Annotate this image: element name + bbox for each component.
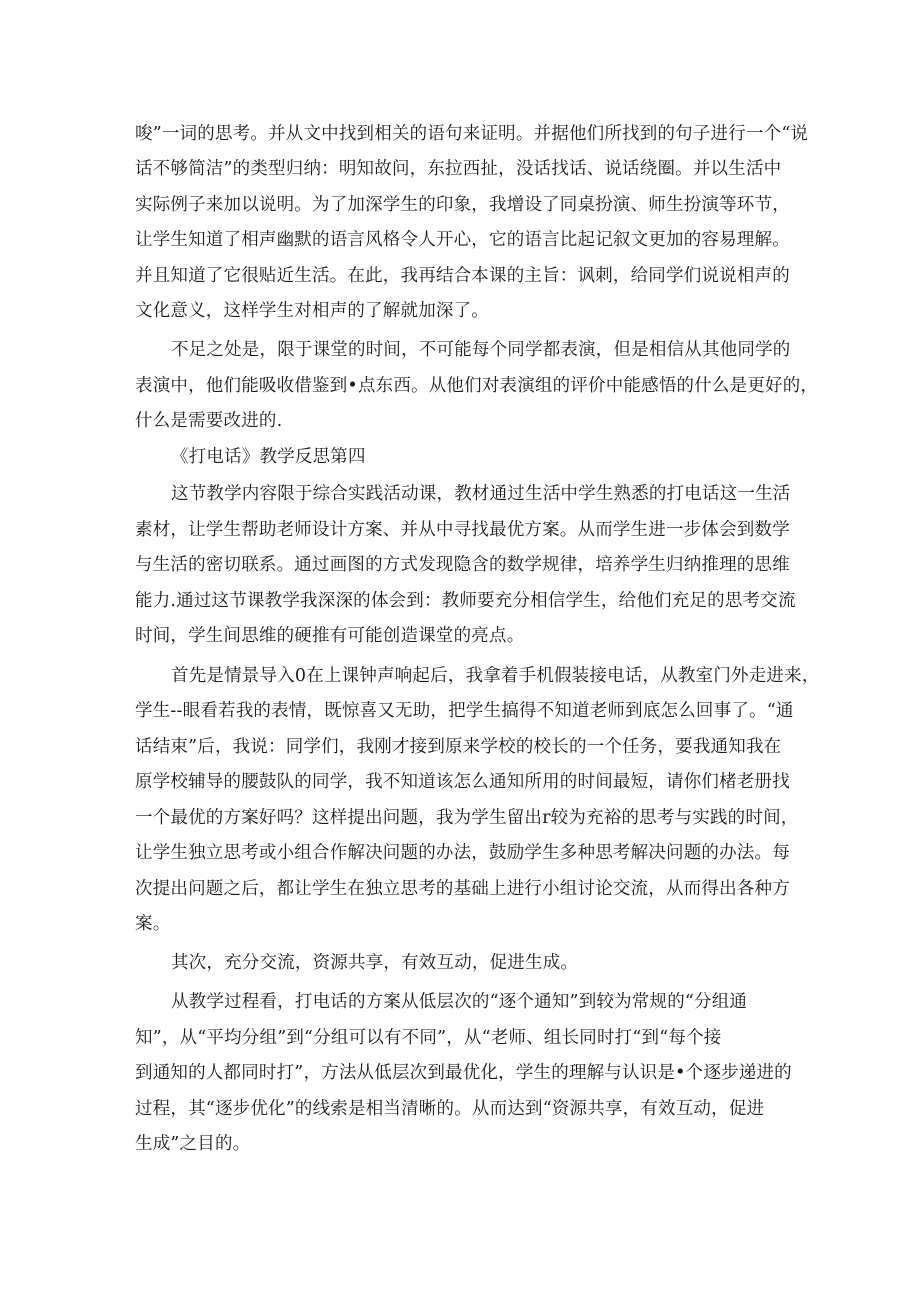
paragraph-line: 这节教学内容限于综合实践活动课，教材通过生活中学生熟悉的打电话这一生活 bbox=[171, 484, 791, 504]
paragraph-line: 一个最优的方案好吗？这样提出问题，我为学生留出r较为充裕的思考与实践的时间， bbox=[135, 808, 799, 828]
paragraph-line: 文化意义，这样学生对相声的了解就加深了。 bbox=[135, 301, 489, 321]
paragraph-line: 从教学过程看，打电话的方案从低层次的“逐个通知”到较为常规的“分组通 bbox=[171, 992, 748, 1012]
paragraph-line: 过程，其“逐步优化”的线索是相当清晰的。从而达到“资源共享，有效互动，促进 bbox=[135, 1099, 765, 1119]
paragraph-line: 原学校辅导的腰鼓队的同学，我不知道该怎么通知所用的时间最短，请你们楮老册找 bbox=[135, 772, 790, 792]
paragraph-line: 让学生独立思考或小组合作解决问题的办法，鼓励学生多种思考解决问题的办法。每 bbox=[135, 843, 790, 863]
paragraph-line: 唆”一词的思考。并从文中找到相关的语句来证明。并据他们所找到的句子进行一个“说 bbox=[135, 124, 809, 144]
paragraph-line: 时间，学生间思维的硬推有可能创造课堂的亮点。 bbox=[135, 626, 525, 646]
paragraph-line: 素材，让学生帮助老师设计方案、并从中寻找最优方案。从而学生进一步体会到数学 bbox=[135, 520, 790, 540]
paragraph-line: 其次，充分交流，资源共享，有效互动，促进生成。 bbox=[171, 953, 579, 973]
paragraph-line: 能力.通过这节课教学我深深的体会到：教师要充分相信学生，给他们充足的思考交流 bbox=[135, 591, 796, 611]
paragraph-line: 次提出问题之后，都让学生在独立思考的基础上进行小组讨论交流，从而得出各种方 bbox=[135, 879, 790, 899]
paragraph-line: 让学生知道了相声幽默的语言风格令人开心，它的语言比起记叙文更加的容易理解。 bbox=[135, 230, 790, 250]
paragraph-line: 生成”之目的。 bbox=[135, 1134, 251, 1154]
paragraph-line: 并且知道了它很贴近生活。在此，我再结合本课的主旨：讽刺，给同学们说说相声的 bbox=[135, 266, 790, 286]
paragraph-line: 话结束”后，我说：同学们，我刚才接到原来学校的校长的一个任务，要我通知我在 bbox=[135, 737, 782, 757]
paragraph-line: 学生--眼看若我的表情，既惊喜又无助，把学生搞得不知道老师到底怎么回事了。“通 bbox=[135, 701, 794, 721]
paragraph-line: 到通知的人都同时打”，方法从低层次到最优化，学生的理解与认识是•个逐步递进的 bbox=[135, 1063, 792, 1083]
paragraph-line: 首先是情景导入0在上课钟声响起后，我拿着手机假装接电话，从教室门外走进来， bbox=[171, 666, 820, 686]
paragraph-line: 不足之处是，限于课堂的时间，不可能每个同学都表演，但是相信从其他同学的 bbox=[171, 340, 791, 360]
paragraph-line: 话不够简洁”的类型归纳：明知故问，东拉西扯，没话找话、说话绕圈。并以生活中 bbox=[135, 159, 782, 179]
paragraph-line: 知”，从“平均分组”到“分组可以有不同”，从“老师、组长同时打“到“每个接 bbox=[135, 1028, 722, 1048]
paragraph-line: 表演中，他们能吸收借鉴到•点东西。从他们对表演组的评价中能感悟的什么是更好的， bbox=[135, 376, 819, 396]
paragraph-line: 实际例子来加以说明。为了加深学生的印象，我增设了同桌扮演、师生扮演等环节， bbox=[135, 195, 790, 215]
paragraph-line: 什么是需要改进的. bbox=[135, 411, 283, 431]
paragraph-line: 与生活的密切联系。通过画图的方式发现隐含的数学规律，培养学生归纳推理的思维 bbox=[135, 555, 790, 575]
section-heading: 《打电话》教学反思第四 bbox=[171, 447, 366, 467]
paragraph-line: 案。 bbox=[135, 914, 171, 934]
